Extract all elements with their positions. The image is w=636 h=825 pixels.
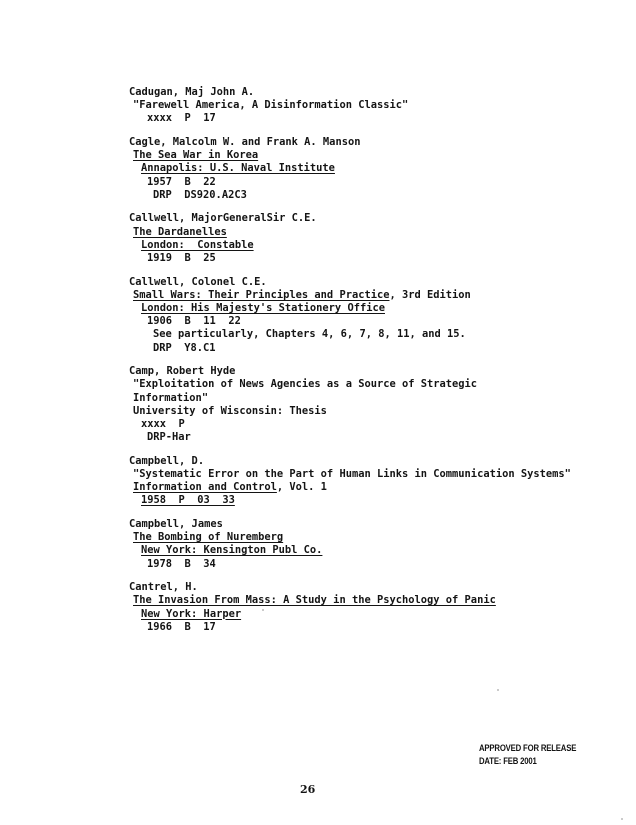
stamp-date-line: DATE: FEB 2001 [479,756,537,766]
bibliography-entry [129,518,609,571]
entry-author: Callwell, Colonel C.E. [129,275,267,288]
entry-call-number: DRP DS920.A2C3 [153,188,247,201]
page-number: 26 [300,783,316,796]
entry-journal: Information and Control [133,481,277,494]
bibliography-list [129,86,609,644]
entry-title: The Sea War in Korea [133,149,259,162]
entry-note: See particularly, Chapters 4, 6, 7, 8, 11, and 15. [153,328,466,341]
entry-title: Small Wars: Their Principles and Practice [133,288,390,301]
entry-meta: 1958 P 03 33 [141,494,235,507]
entry-author: Campbell, D. [129,454,205,467]
bibliography-entry [129,212,609,265]
entry-meta: 1919 B 25 [147,252,216,265]
entry-publisher: London: His Majesty's Stationery Office [141,302,385,315]
entry-publisher: University of Wisconsin: Thesis [133,404,327,417]
release-stamp [479,742,576,768]
entry-volume: , Vol. 1 [276,481,327,494]
entry-title: "Systematic Error on the Part of Human Links in Communication Systems" [133,468,571,481]
entry-author: Cantrel, H. [129,581,198,594]
bibliography-entry [129,365,609,444]
entry-publisher: New York: Harper [141,607,242,620]
entry-meta: 1978 B 34 [147,557,216,570]
entry-author: Cagle, Malcolm W. and Frank A. Manson [129,136,361,148]
entry-title: "Exploitation of News Agencies as a Source of Strategic [133,378,478,391]
bibliography-entry [129,581,609,634]
scan-speck [262,609,264,611]
scan-speck [497,689,499,691]
bibliography-entry [129,86,609,126]
scan-speck [621,818,623,820]
entry-edition: , 3rd Edition [389,288,471,301]
entry-title: The Bombing of Nuremberg [133,531,284,544]
entry-publisher: London: Constable [141,238,254,251]
entry-author: Camp, Robert Hyde [129,365,236,378]
entry-call-number: DRP-Har [147,431,191,444]
entry-meta: 1966 B 17 [147,620,216,633]
entry-publisher: New York: Kensington Publ Co. [141,544,323,557]
stamp-approved-line: APPROVED FOR RELEASE [479,743,577,753]
entry-title: The Invasion From Mass: A Study in the Psychology of Panic [133,594,496,607]
entry-meta: 1906 B 11 22 [147,315,241,328]
entry-meta: xxxx P [141,418,185,431]
entry-title-continued: Information" [133,391,209,404]
entry-meta: xxxx P 17 [147,112,216,125]
entry-publisher: Annapolis: U.S. Naval Institute [141,162,335,175]
entry-title: "Farewell America, A Disinformation Classic" [133,99,409,112]
bibliography-entry [129,276,609,355]
entry-author: Cadugan, Maj John A. [129,86,255,98]
entry-title: The Dardanelles [133,225,227,238]
entry-meta: 1957 B 22 [147,175,216,188]
entry-author: Callwell, MajorGeneralSir C.E. [129,212,317,225]
entry-call-number: DRP Y8.C1 [153,341,216,354]
entry-author: Campbell, James [129,518,223,531]
bibliography-entry [129,136,609,202]
bibliography-entry [129,455,609,508]
